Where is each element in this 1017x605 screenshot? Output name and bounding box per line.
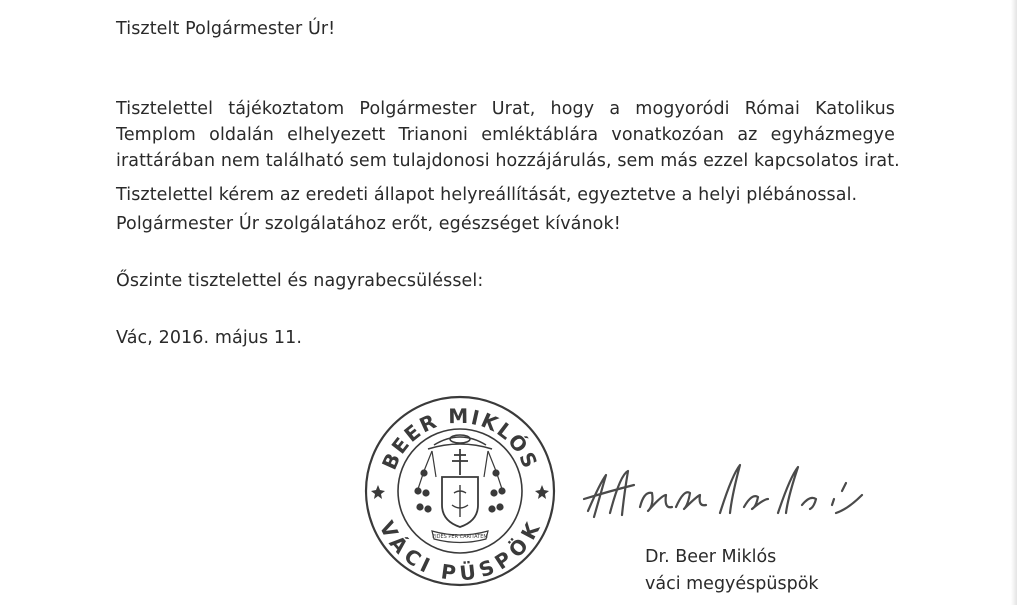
seal-shield-icon [442,477,478,527]
place-date: Vác, 2016. május 11. [116,328,302,348]
seal-galero-icon [428,435,492,449]
handwritten-signature [580,455,870,535]
seal-bottom-text: VÁCI PÜSPÖK [374,517,546,586]
seal-motto-text: FIDES PER CARITATEM [432,534,488,540]
seal-top-text: BEER MIKLÓS [377,403,543,474]
scan-edge-shadow [1011,0,1017,605]
salutation: Tisztelt Polgármester Úr! [116,19,336,39]
paragraph-1-line-1: Tisztelettel tájékoztatom Polgármester Urat, hogy a mogyoródi Római Katolikus [116,99,895,119]
wishes-line: Polgármester Úr szolgálatához erőt, egészséget kívánok! [116,214,621,234]
paragraph-1-line-3: irattárában nem található sem tulajdonosi hozzájárulás, sem más ezzel kapcsolatos irat. [116,151,900,171]
paragraph-1-line-2: Templom oldalán elhelyezett Trianoni emléktáblára vonatkozóan az egyházmegye [116,125,895,145]
seal-cross-icon [452,449,468,475]
request-line: Tisztelettel kérem az eredeti állapot helyreállítását, egyeztetve a helyi plébánossal. [116,185,858,205]
signer-name: Dr. Beer Miklós [645,547,777,567]
seal-motto-ribbon [432,531,488,543]
episcopal-seal-stamp [362,393,558,589]
closing-line: Őszinte tisztelettel és nagyrabecsüléssel: [116,271,484,291]
signer-title: váci megyéspüspök [645,574,819,594]
